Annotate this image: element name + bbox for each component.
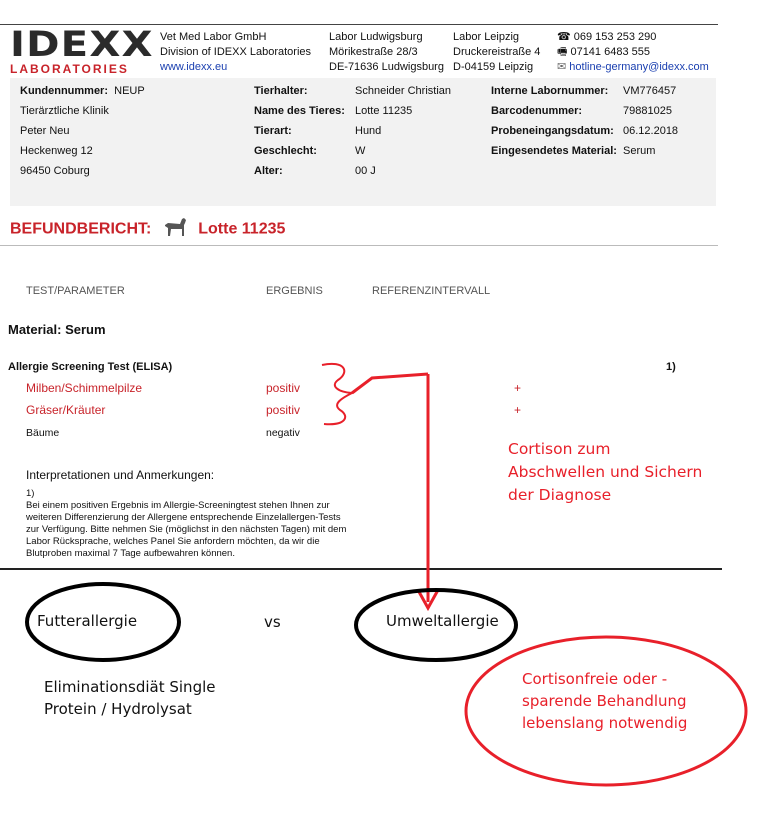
report-title: BEFUNDBERICHT: [10,220,152,238]
umwelt-treatment: Cortisonfreie oder - sparende Behandlung lebenslang notwendig [522,670,688,732]
email-link[interactable]: hotline-germany@idexx.com [569,61,709,73]
animal-labels: Tierhalter: Name des Tieres: Tierart: Geschlecht: Alter: [254,85,345,177]
report-patient: Lotte 11235 [198,220,286,238]
test-footnote-ref: 1) [666,361,676,373]
phone-icon: ☎ [557,31,571,43]
brace-mark [322,364,352,424]
cortison-note: Cortison zum Abschwellen und Sichern der Diagnose [508,440,703,504]
test-name: Allergie Screening Test (ELISA) [8,361,173,373]
company-block: Vet Med Labor GmbH Division of IDEXX Laboratories www.idexx.eu [160,31,312,73]
mail-icon: ✉ [557,61,567,73]
col-header-result: ERGEBNIS [266,285,323,297]
result-row-flag: + [514,381,522,395]
connector-line [352,374,428,393]
interpretation-body: 1) Bei einem positiven Ergebnis im Allergie-Screeningtest stehen Ihnen zur weiteren Differenzierung der Allergene entsprechende Einzelallergen-Tests zur Verfügung. Bitte nehmen Sie (möglichst in den nächsten Tagen) mit dem Labor Rücksprache, welches Panel Sie anfordern möchten, da wir die Blutproben maximal 7 Tage aufbewahren können. [26,488,347,559]
result-row-flag: + [514,403,522,417]
futter-label: Futterallergie [37,612,138,630]
umwelt-label: Umweltallergie [386,612,499,630]
futter-treatment: Eliminationsdiät Single Protein / Hydrolysat [44,678,216,718]
result-row-result: positiv [266,403,301,417]
result-row-name: Gräser/Kräuter [26,403,106,417]
logo-subtitle: LABORATORIES [10,62,129,76]
animal-values: Schneider Christian Lotte 11235 Hund W 00 J [355,85,451,177]
fax-icon: 🖷 [557,46,568,58]
lab-leipzig: Labor Leipzig Druckereistraße 4 D-04159 Leipzig [453,31,541,73]
logo-wordmark: IDEXX [10,25,154,65]
result-row-name: Bäume [26,427,60,439]
website-link[interactable]: www.idexx.eu [160,61,228,73]
customer-column: Kundennummer: NEUP Tierärztliche Klinik Peter Neu Heckenweg 12 96450 Coburg [20,85,145,177]
lab-values: VM776457 79881025 06.12.2018 Serum [623,85,679,157]
lab-ludwigsburg: Labor Ludwigsburg Mörikestraße 28/3 DE-71636 Ludwigsburg [329,31,444,73]
material-heading: Material: Serum [8,322,106,337]
result-row-name: Milben/Schimmelpilze [26,381,143,395]
result-row-result: negativ [266,427,300,439]
col-header-range: REFERENZINTERVALL [372,285,491,297]
contact-block: ☎ 069 153 253 290 🖷 07141 6483 555 ✉ hotline-germany@idexx.com [557,31,709,73]
col-header-test: TEST/PARAMETER [26,285,125,297]
lab-labels: Interne Labornummer: Barcodenummer: Probeneingangsdatum: Eingesendetes Material: [491,85,617,157]
interpretation-title: Interpretationen und Anmerkungen: [26,468,215,482]
result-row-result: positiv [266,381,301,395]
vs-label: vs [264,613,281,631]
